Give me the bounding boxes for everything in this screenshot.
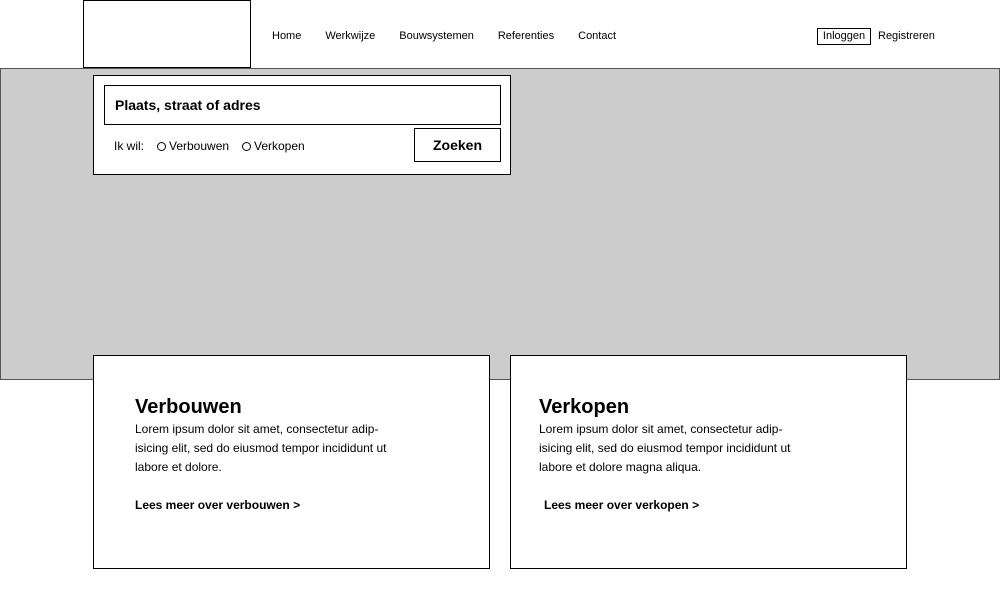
nav-item-bouwsystemen[interactable]: Bouwsystemen xyxy=(399,30,474,42)
nav-item-contact[interactable]: Contact xyxy=(578,30,617,42)
radio-verbouwen[interactable] xyxy=(157,139,229,153)
radio-circle-icon[interactable] xyxy=(157,142,166,151)
read-more-verbouwen-link[interactable]: Lees meer over verbouwen > xyxy=(135,498,301,512)
card-verbouwen xyxy=(93,355,490,569)
search-button[interactable]: Zoeken xyxy=(414,128,501,162)
card-title: Verbouwen xyxy=(135,396,242,418)
card-text: Lorem ipsum dolor sit amet, consectetur adip-isicing elit, sed do eiusmod tempor incididunt ut labore et dolore. xyxy=(135,422,387,474)
radio-verkopen[interactable] xyxy=(242,139,305,153)
read-more-verkopen-link[interactable]: Lees meer over verkopen > xyxy=(544,498,700,512)
radio-verkopen-label: Verkopen xyxy=(254,139,305,153)
login-button[interactable]: Inloggen xyxy=(817,28,871,45)
logo-placeholder[interactable] xyxy=(83,0,251,68)
card-text: Lorem ipsum dolor sit amet, consectetur adip-isicing elit, sed do eiusmod tempor incididunt ut labore et dolore magna aliqua. xyxy=(539,422,791,474)
radio-verbouwen-label: Verbouwen xyxy=(169,139,230,153)
search-panel xyxy=(93,75,511,175)
nav-item-referenties[interactable]: Referenties xyxy=(497,30,555,42)
search-input[interactable] xyxy=(104,85,501,125)
nav-item-home[interactable]: Home xyxy=(272,30,302,42)
nav-item-werkwijze[interactable]: Werkwijze xyxy=(325,30,376,42)
ik-wil-label: Ik wil: xyxy=(114,139,144,153)
main-nav xyxy=(272,29,640,43)
card-verkopen xyxy=(510,355,907,569)
card-title: Verkopen xyxy=(539,396,630,418)
radio-circle-icon[interactable] xyxy=(242,142,251,151)
register-link[interactable]: Registreren xyxy=(878,30,935,42)
